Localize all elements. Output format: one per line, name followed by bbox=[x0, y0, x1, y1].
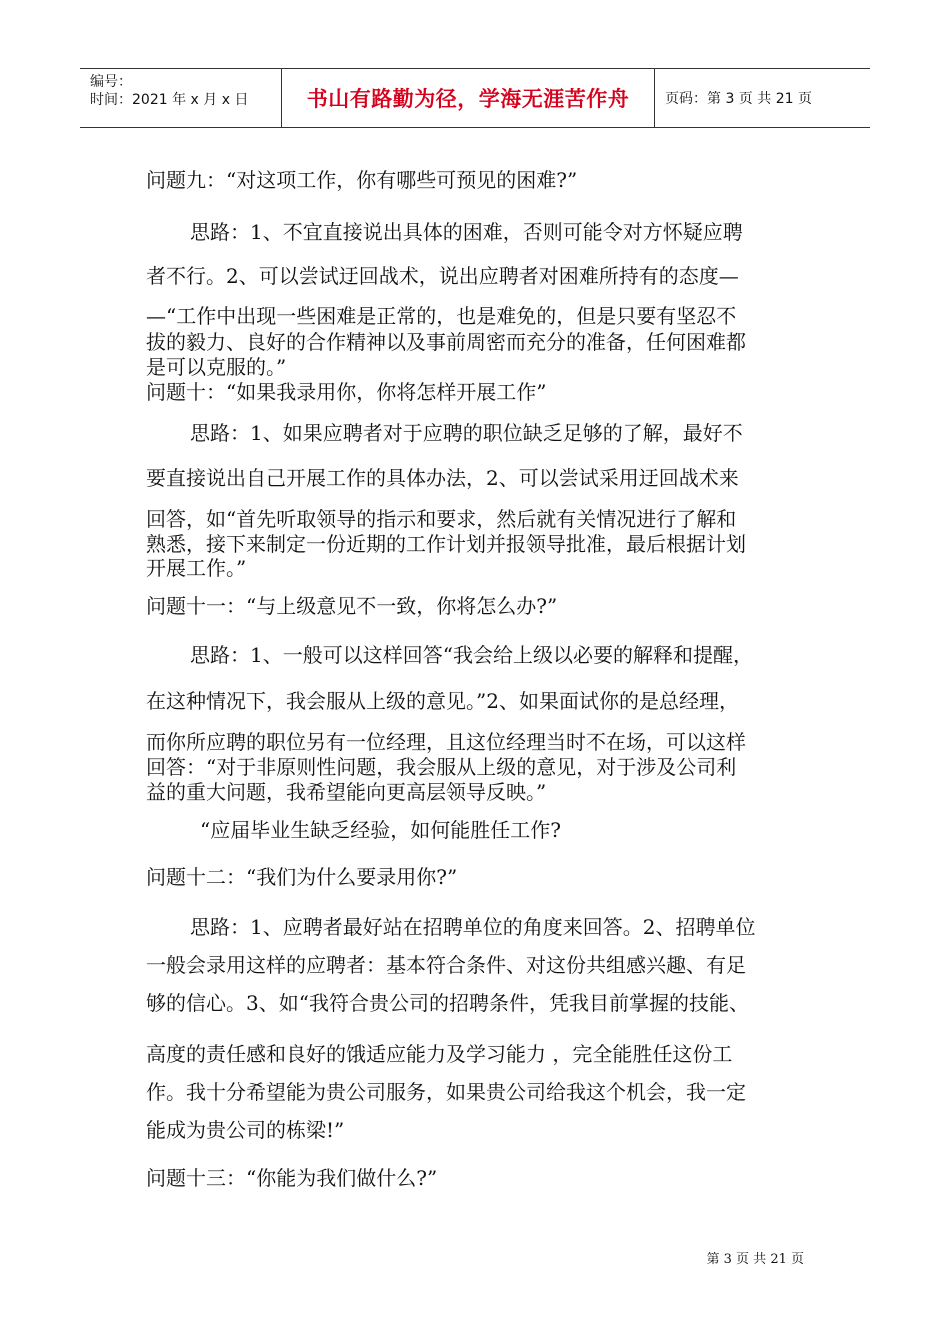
body-line: 思路：1、一般可以这样回答“我会给上级以必要的解释和提醒， bbox=[190, 643, 753, 667]
body-line: 问题十三：“你能为我们做什么?” bbox=[146, 1166, 438, 1190]
body-line: 回答，如“首先听取领导的指示和要求，然后就有关情况进行了解和 bbox=[146, 507, 737, 531]
body-line: 作。我十分希望能为贵公司服务，如果贵公司给我这个机会，我一定 bbox=[146, 1080, 746, 1104]
body-line: 问题十一：“与上级意见不一致，你将怎么办?” bbox=[146, 594, 558, 618]
body-line: 熟悉，接下来制定一份近期的工作计划并报领导批准，最后根据计划 bbox=[146, 532, 746, 556]
body-line: 要直接说出自己开展工作的具体办法，2、可以尝试采用迂回战术来 bbox=[146, 466, 739, 490]
document-header bbox=[80, 68, 870, 128]
header-page-cell bbox=[655, 69, 870, 127]
body-line: 思路：1、不宜直接说出具体的困难，否则可能令对方怀疑应聘 bbox=[190, 220, 743, 244]
header-motto: 书山有路勤为径，学海无涯苦作舟 bbox=[306, 87, 630, 111]
body-line: 拔的毅力、良好的合作精神以及事前周密而充分的准备，任何困难都 bbox=[146, 330, 746, 354]
body-line: 者不行。2、可以尝试迂回战术，说出应聘者对困难所持有的态度— bbox=[146, 264, 739, 288]
document-number-label: 编号： bbox=[90, 74, 132, 90]
document-date-label: 时间：2021 年 x 月 x 日 bbox=[90, 92, 249, 108]
body-line: 一般会录用这样的应聘者：基本符合条件、对这份共组感兴趣、有足 bbox=[146, 953, 746, 977]
body-line: 问题九：“对这项工作，你有哪些可预见的困难?” bbox=[146, 168, 578, 192]
body-line: 能成为贵公司的栋梁!” bbox=[146, 1118, 345, 1142]
header-motto-cell bbox=[282, 69, 655, 127]
header-page-number: 页码：第 3 页 共 21 页 bbox=[665, 91, 812, 107]
body-line: 益的重大问题，我希望能向更高层领导反映。” bbox=[146, 780, 547, 804]
footer-page-number: 第 3 页 共 21 页 bbox=[706, 1252, 804, 1267]
body-line: 而你所应聘的职位另有一位经理，且这位经理当时不在场，可以这样 bbox=[146, 730, 746, 754]
body-line: 是可以克服的。” bbox=[146, 355, 287, 379]
body-line: 问题十：“如果我录用你，你将怎样开展工作” bbox=[146, 380, 547, 404]
body-line: 高度的责任感和良好的饿适应能力及学习能力 ，完全能胜任这份工 bbox=[146, 1042, 733, 1066]
body-line: 够的信心。3、如“我符合贵公司的招聘条件，凭我目前掌握的技能、 bbox=[146, 991, 749, 1015]
body-line: 思路：1、如果应聘者对于应聘的职位缺乏足够的了解，最好不 bbox=[190, 421, 743, 445]
body-line: “应届毕业生缺乏经验，如何能胜任工作? bbox=[200, 818, 561, 842]
body-line: 开展工作。” bbox=[146, 556, 247, 580]
header-info-cell bbox=[80, 69, 282, 127]
body-line: 回答：“对于非原则性问题，我会服从上级的意见，对于涉及公司利 bbox=[146, 755, 737, 779]
body-line: 在这种情况下，我会服从上级的意见。”2、如果面试你的是总经理， bbox=[146, 689, 739, 713]
body-line: 思路：1、应聘者最好站在招聘单位的角度来回答。2、招聘单位 bbox=[190, 915, 756, 939]
body-line: —“工作中出现一些困难是正常的，也是难免的，但是只要有坚忍不 bbox=[146, 304, 737, 328]
body-line: 问题十二：“我们为什么要录用你?” bbox=[146, 865, 458, 889]
